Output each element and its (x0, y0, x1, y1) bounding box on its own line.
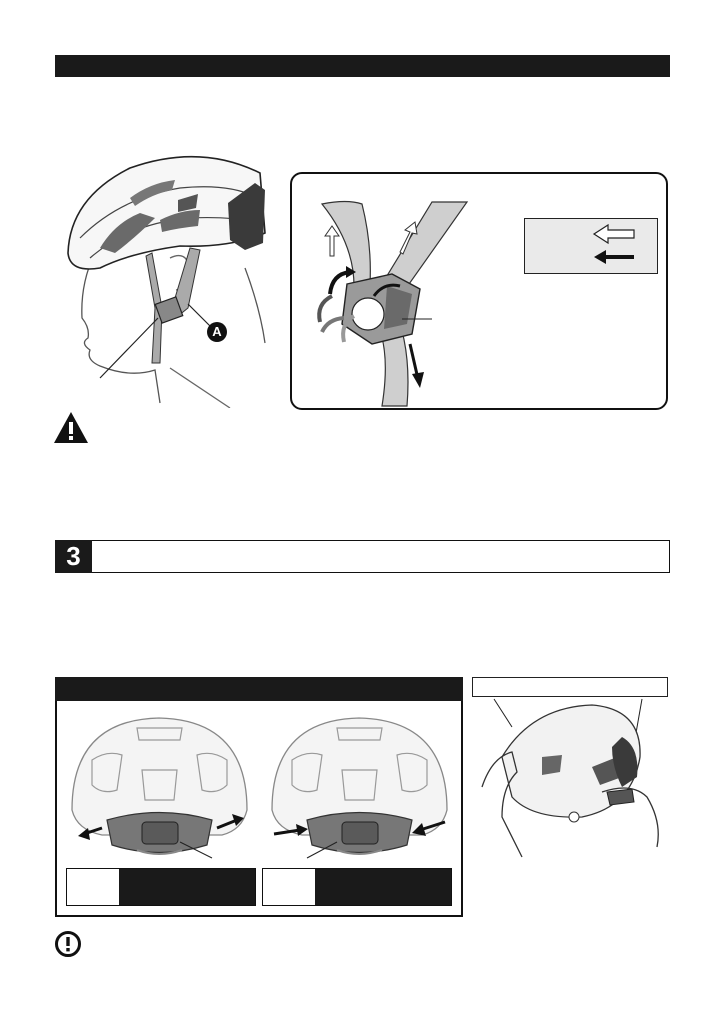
helmet-side-view-illustration (60, 128, 275, 408)
helmet-rear-loosen-illustration (62, 710, 257, 865)
tighten-label-dark-area (315, 869, 451, 905)
callout-badge-a-label: A (212, 324, 222, 339)
strap-buckle-closeup-illustration (292, 174, 666, 408)
helmet-rear-tighten-illustration (262, 710, 457, 865)
caution-exclamation-icon (54, 930, 82, 958)
arrow-legend-icons (590, 222, 650, 268)
step-number: 3 (55, 540, 92, 573)
loosen-label-box (66, 868, 256, 906)
loosen-label-dark-area (119, 869, 255, 905)
step-header (55, 540, 670, 573)
hands-adjusting-label-box (472, 677, 668, 697)
hands-adjusting-helmet-illustration (472, 697, 668, 865)
callout-badge-a (207, 322, 227, 342)
tighten-label-box (262, 868, 452, 906)
fit-adjustment-header (55, 677, 463, 701)
warning-triangle-icon (52, 410, 90, 446)
section-header-bar (55, 55, 670, 77)
